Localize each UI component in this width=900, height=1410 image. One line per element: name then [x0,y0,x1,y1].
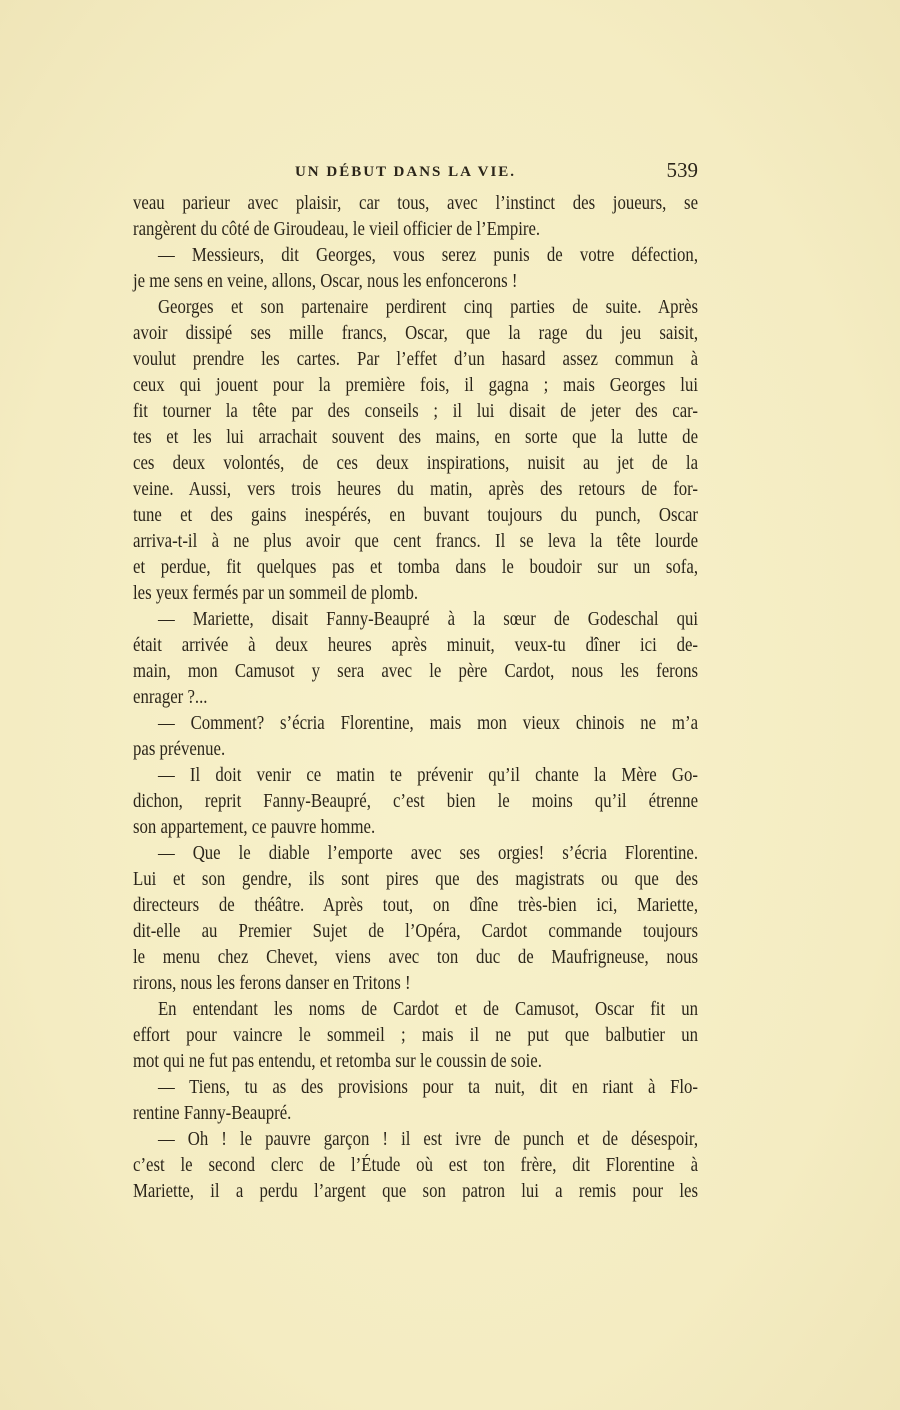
text-line: directeurs de théâtre. Après tout, on dîne très-bien ici, Mariette, [133,895,699,916]
text-line: — Comment? s’écria Florentine, mais mon vieux chinois ne m’a [157,713,699,734]
text-line: dit-elle au Premier Sujet de l’Opéra, Cardot commande toujours [133,921,699,942]
text-line: était arrivée à deux heures après minuit, veux-tu dîner ici de- [133,635,699,656]
text-line: — Oh ! le pauvre garçon ! il est ivre de punch et de désespoir, [157,1129,699,1150]
text-line: ces deux volontés, de ces deux inspirations, nuisit au jet de la [133,453,699,474]
text-line: Georges et son partenaire perdirent cinq parties de suite. Après [157,297,699,318]
text-line: et perdue, fit quelques pas et tomba dans le boudoir sur un sofa, [133,557,699,578]
text-line: le menu chez Chevet, viens avec ton duc de Maufrigneuse, nous [133,947,699,968]
text-line: tes et les lui arrachait souvent des mains, en sorte que la lutte de [133,427,699,448]
running-title: UN DÉBUT DANS LA VIE. [294,164,517,180]
text-line: mot qui ne fut pas entendu, et retomba sur le coussin de soie. [133,1051,542,1072]
text-line: rentine Fanny-Beaupré. [133,1103,292,1124]
text-line: — Mariette, disait Fanny-Beaupré à la sœur de Godeschal qui [157,609,699,630]
text-line: fit tourner la tête par des conseils ; il lui disait de jeter des car- [133,401,699,422]
text-line: — Tiens, tu as des provisions pour ta nuit, dit en riant à Flo- [157,1077,699,1098]
text-line: Lui et son gendre, ils sont pires que des magistrats ou que des [133,869,699,890]
text-line: tune et des gains inespérés, en buvant toujours du punch, Oscar [133,505,699,526]
text-line: En entendant les noms de Cardot et de Camusot, Oscar fit un [157,999,699,1020]
text-line: avoir dissipé ses mille francs, Oscar, que la rage du jeu saisit, [133,323,699,344]
text-line: rangèrent du côté de Giroudeau, le vieil officier de l’Empire. [133,219,541,240]
text-line: enrager ?... [133,687,208,708]
text-line: — Messieurs, dit Georges, vous serez punis de votre défection, [157,245,699,266]
text-line: rirons, nous les ferons danser en Tritons ! [133,973,411,994]
text-line: Mariette, il a perdu l’argent que son patron lui a remis pour les [133,1181,699,1202]
body-text [133,191,698,1205]
text-line: veau parieur avec plaisir, car tous, avec l’instinct des joueurs, se [133,193,699,214]
text-line: voulut prendre les cartes. Par l’effet d’un hasard assez commun à [133,349,699,370]
text-line: dichon, reprit Fanny-Beaupré, c’est bien le moins qu’il étrenne [133,791,699,812]
text-line: main, mon Camusot y sera avec le père Cardot, nous les ferons [133,661,699,682]
text-line: — Il doit venir ce matin te prévenir qu’il chante la Mère Go- [157,765,699,786]
text-line: arriva-t-il à ne plus avoir que cent francs. Il se leva la tête lourde [133,531,699,552]
text-line: veine. Aussi, vers trois heures du matin, après des retours de for- [133,479,699,500]
text-line: effort pour vaincre le sommeil ; mais il ne put que balbutier un [133,1025,699,1046]
text-line: je me sens en veine, allons, Oscar, nous les enfoncerons ! [133,271,518,292]
text-line: — Que le diable l’emporte avec ses orgies! s’écria Florentine. [157,843,699,864]
text-line: son appartement, ce pauvre homme. [133,817,376,838]
page-number: 539 [666,158,698,182]
text-line: ceux qui jouent pour la première fois, il gagna ; mais Georges lui [133,375,699,396]
text-line: les yeux fermés par un sommeil de plomb. [133,583,419,604]
text-line: c’est le second clerc de l’Étude où est ton frère, dit Florentine à [133,1155,699,1176]
text-line: pas prévenue. [133,739,226,760]
running-head [133,158,698,186]
